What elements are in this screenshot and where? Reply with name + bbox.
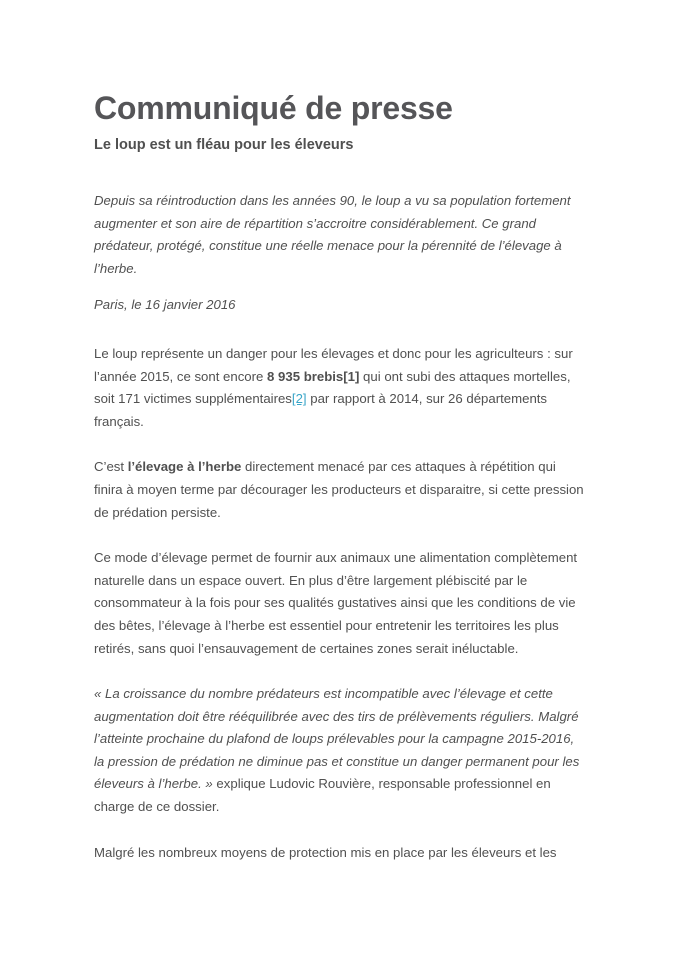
page-subtitle: Le loup est un fléau pour les éleveurs — [94, 137, 354, 153]
paragraph-4 — [94, 683, 584, 819]
dateline: Paris, le 16 janvier 2016 — [94, 297, 236, 313]
quote-attribution: explique Ludovic Rouvière, responsable professionnel en charge de ce dossier. — [94, 776, 551, 815]
footnote-link[interactable]: [2] — [291, 391, 307, 407]
paragraph-2-text-a: C’est — [94, 459, 128, 475]
press-release — [94, 88, 584, 864]
paragraph-2 — [94, 456, 584, 524]
page-title: Communiqué de presse — [94, 90, 453, 126]
paragraph-2-bold: l’élevage à l’herbe — [127, 459, 242, 475]
paragraph-1-bold: 8 935 brebis[1] — [267, 368, 360, 384]
paragraph-1-text-b: qui ont subi des attaques mortelles, soit 171 victimes supplémentaires — [94, 368, 571, 407]
paragraph-2-text-b: directement menacé par ces attaques à répétition qui finira à moyen terme par décourager les producteurs et disparaitre, si cette pression de prédation persiste. — [94, 459, 584, 520]
paragraph-3: Ce mode d’élevage permet de fournir aux animaux une alimentation complètement naturelle dans un espace ouvert. En plus d’être largement plébiscité par le consommateur à la fois pour ses qualités gustatives ainsi que les conditions de vie des bêtes, l’élevage à l’herbe est essentiel pour entretenir les territoires les plus retirés, sans quoi l’ensauvagement de certaines zones serait inéluctable. — [94, 550, 578, 656]
quote: « La croissance du nombre prédateurs est incompatible avec l’élevage et cette augmentation doit être rééquilibrée avec des tirs de prélèvements réguliers. Malgré l’atteinte prochaine du plafond de loups prélevables pour la campagne 2015-2016, la pression de prédation ne diminue pas et constitue un danger permanent pour les éleveurs à l’herbe. » — [94, 686, 580, 792]
paragraph-5: Malgré les nombreux moyens de protection mis en place par les éleveurs et les — [94, 844, 557, 860]
paragraph-1 — [94, 343, 584, 433]
paragraph-1-text-a: Le loup représente un danger pour les élevages et donc pour les agriculteurs : sur l’année 2015, ce sont encore — [94, 345, 573, 384]
paragraph-1-text-c: par rapport à 2014, sur 26 départements français. — [94, 391, 548, 429]
intro-paragraph: Depuis sa réintroduction dans les années 90, le loup a vu sa population fortement augmenter et son aire de répartition s’accroitre considérablement. Ce grand prédateur, protégé, constitue une réelle menace pour la pérennité de l’élevage à l’herbe. — [94, 193, 571, 276]
